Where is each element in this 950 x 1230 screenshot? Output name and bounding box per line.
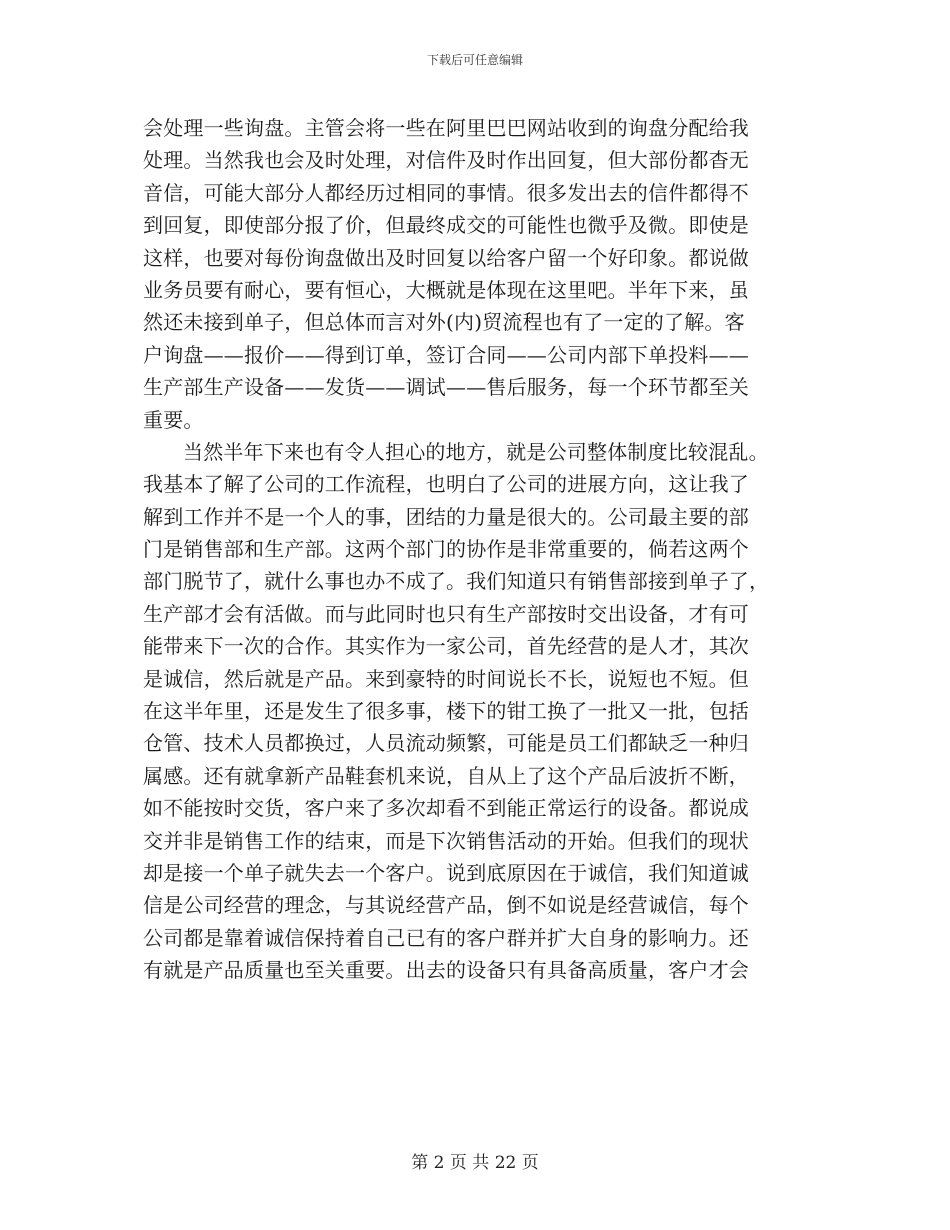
text-line: 然还未接到单子，但总体而言对外(内)贸流程也有了一定的了解。客 — [143, 310, 745, 335]
text-line: 会处理一些询盘。主管会将一些在阿里巴巴网站收到的询盘分配给我 — [143, 116, 749, 140]
text-line: 户询盘——报价——得到订单，签订合同——公司内部下单投料—— — [143, 342, 749, 367]
text-line: 交并非是销售工作的结束，而是下次销售活动的开始。但我们的现状 — [143, 828, 749, 853]
text-line: 在这半年里，还是发生了很多事，楼下的钳工换了一批又一批，包括 — [143, 699, 749, 724]
text-line: 生产部才会有活做。而与此同时也只有生产部按时交出设备，才有可 — [143, 601, 749, 626]
paragraph-first-line: 当然半年下来也有令人担心的地方，就是公司整体制度比较混乱。 — [183, 439, 769, 464]
text-line: 有就是产品质量也至关重要。出去的设备只有具备高质量，客户才会 — [143, 958, 749, 983]
text-line: 音信，可能大部分人都经历过相同的事情。很多发出去的信件都得不 — [143, 180, 749, 205]
text-line: 生产部生产设备——发货——调试——售后服务，每一个环节都至关 — [143, 375, 749, 400]
page-header: 下载后可任意编辑 — [426, 53, 523, 67]
text-line: 业务员要有耐心，要有恒心，大概就是体现在这里吧。半年下来，虽 — [143, 277, 749, 302]
text-line: 这样，也要对每份询盘做出及时回复以给客户留一个好印象。都说做 — [143, 245, 749, 270]
text-line: 是诚信，然后就是产品。来到豪特的时间说长不长，说短也不短。但 — [143, 666, 749, 691]
text-line: 我基本了解了公司的工作流程，也明白了公司的进展方向，这让我了 — [143, 472, 749, 497]
document-body — [143, 112, 808, 987]
page-number: 第 2 页 共 22 页 — [411, 1153, 539, 1173]
text-line: 解到工作并不是一个人的事，团结的力量是很大的。公司最主要的部 — [143, 504, 749, 529]
text-line: 公司都是靠着诚信保持着自己已有的客户群并扩大自身的影响力。还 — [143, 925, 749, 950]
text-line: 仓管、技术人员都换过，人员流动频繁，可能是员工们都缺乏一种归 — [143, 731, 749, 756]
text-line: 信是公司经营的理念，与其说经营产品，倒不如说是经营诚信，每个 — [143, 893, 749, 918]
text-line: 处理。当然我也会及时处理，对信件及时作出回复，但大部份都杳无 — [143, 148, 749, 173]
text-line: 部门脱节了，就什么事也办不成了。我们知道只有销售部接到单子了， — [143, 569, 770, 594]
text-line: 如不能按时交货，客户来了多次却看不到能正常运行的设备。都说成 — [143, 796, 749, 821]
text-line: 门是销售部和生产部。这两个部门的协作是非常重要的，倘若这两个 — [143, 537, 749, 562]
text-line: 重要。 — [143, 407, 204, 432]
text-line: 属感。还有就拿新产品鞋套机来说，自从上了这个产品后波折不断， — [143, 763, 749, 788]
text-line: 能带来下一次的合作。其实作为一家公司，首先经营的是人才，其次 — [143, 634, 749, 659]
text-line: 到回复，即使部分报了价，但最终成交的可能性也微乎及微。即使是 — [143, 213, 749, 238]
text-line: 却是接一个单子就失去一个客户。说到底原因在于诚信，我们知道诚 — [143, 860, 749, 885]
